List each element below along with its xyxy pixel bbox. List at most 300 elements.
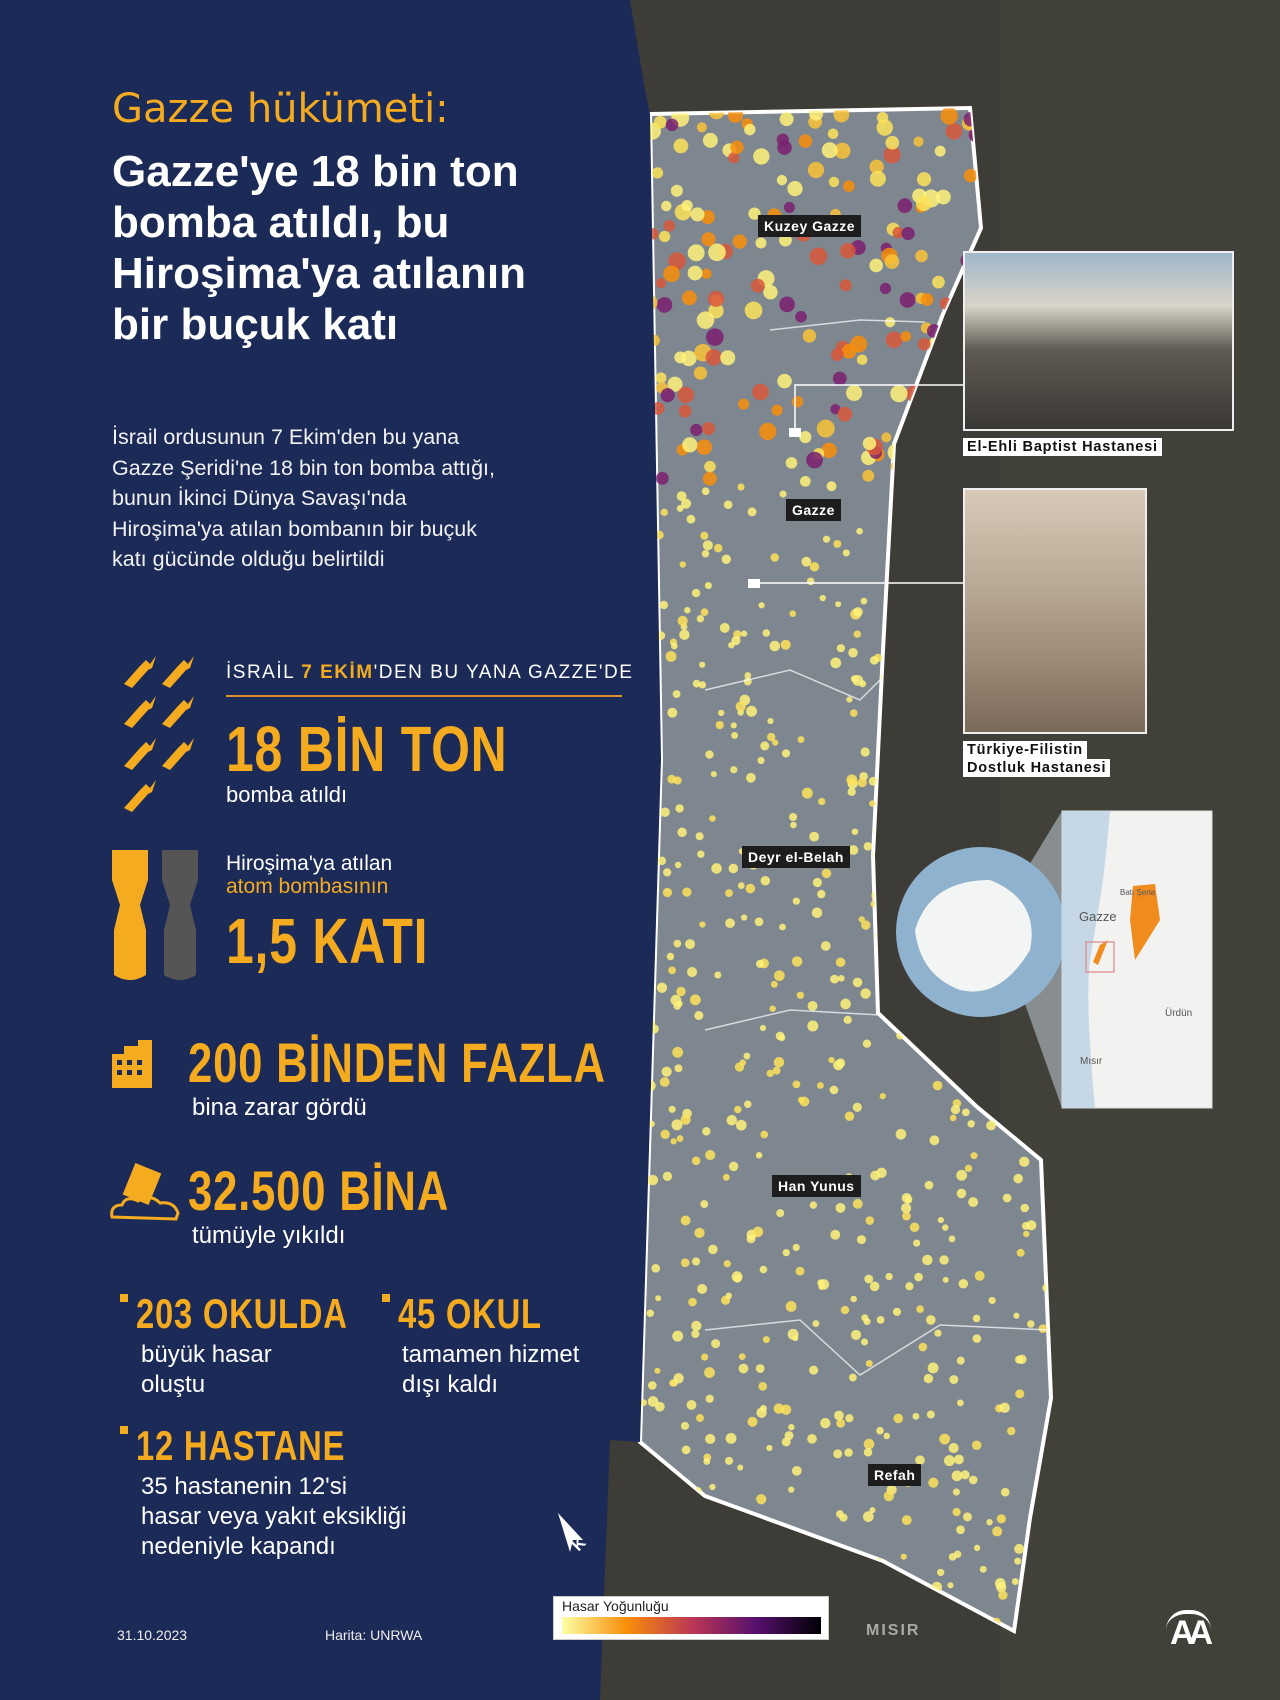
damage-dot [1014, 1558, 1021, 1565]
damage-dot [694, 366, 707, 379]
damage-dot [788, 1424, 794, 1430]
schools-damaged-value: 203 OKULDA [136, 1290, 348, 1337]
buildings-label: bina zarar gördü [192, 1094, 367, 1121]
damage-dot [772, 740, 778, 746]
damage-dot [919, 1343, 928, 1352]
damage-dot [702, 422, 715, 435]
damage-dot [692, 589, 700, 597]
damage-dot [730, 141, 743, 154]
damage-dot [837, 644, 845, 652]
damage-dot [1014, 1544, 1024, 1554]
damage-dot [663, 868, 671, 876]
damage-dot [949, 1375, 958, 1384]
damage-dot [967, 1120, 974, 1127]
damage-dot [795, 311, 807, 323]
damage-dot [743, 1053, 750, 1060]
damage-dot [885, 136, 899, 150]
damage-dot [664, 220, 675, 231]
damage-dot [697, 1284, 707, 1294]
damage-dot [916, 196, 932, 212]
damage-dot [853, 1103, 862, 1112]
destroyed-value: 32.500 BİNA [188, 1159, 450, 1222]
damage-dot [893, 1308, 901, 1316]
damage-dot [792, 1335, 798, 1341]
damage-dot [746, 884, 756, 894]
damage-dot [808, 1001, 818, 1011]
damage-dot [864, 1439, 875, 1450]
damage-dot [660, 1077, 670, 1087]
damage-dot [946, 123, 963, 140]
damage-dot [799, 134, 812, 147]
damage-dot [846, 774, 857, 785]
damage-dot [714, 544, 723, 553]
hiroshima-value: 1,5 KATI [226, 905, 429, 977]
damage-dot [656, 472, 669, 485]
bombs-value: 18 BİN TON [226, 713, 508, 785]
damage-dot [1001, 1488, 1010, 1497]
damage-dot [760, 1131, 768, 1139]
damage-dot [783, 1249, 790, 1256]
damage-dot [935, 146, 946, 157]
damage-dot [663, 266, 680, 283]
damage-dot [705, 1434, 715, 1444]
damage-dot [856, 528, 863, 535]
damage-dot [663, 1172, 672, 1181]
damage-dot [822, 869, 832, 879]
damage-dot [704, 461, 716, 473]
damage-dot [789, 813, 797, 821]
map-label-kuzey-gazze: Kuzey Gazze [758, 215, 861, 237]
damage-dot [801, 557, 811, 567]
damage-dot [693, 680, 701, 688]
damage-dot [841, 1306, 849, 1314]
damage-dot [823, 536, 830, 543]
damage-dot [849, 1374, 857, 1382]
damage-dot [675, 804, 683, 812]
damage-dot [950, 1115, 957, 1122]
damage-dot [934, 1330, 941, 1337]
damage-dot [917, 172, 931, 186]
damage-dot [696, 1414, 704, 1422]
desc-line: tamamen hizmet [402, 1341, 580, 1368]
damage-dot [660, 807, 670, 817]
damage-dot [807, 578, 815, 586]
damage-dot [682, 437, 697, 452]
damage-dot [915, 250, 928, 263]
damage-dot [678, 387, 694, 403]
damage-dot [808, 162, 824, 178]
damage-dot [660, 1130, 669, 1139]
damage-dot [694, 1011, 703, 1020]
damage-dot [817, 890, 825, 898]
damage-dot [648, 1381, 657, 1390]
damage-dot [744, 1101, 751, 1108]
damage-dot [918, 338, 931, 351]
damage-dot [657, 983, 667, 993]
damage-dot [949, 1553, 957, 1561]
damage-dot [771, 981, 778, 988]
damage-dot [723, 1174, 730, 1181]
damage-dot [725, 1457, 733, 1465]
damage-dot [880, 1093, 886, 1099]
bullet-icon [382, 1294, 390, 1302]
damage-dot [858, 778, 867, 787]
damage-dot [661, 388, 675, 402]
damage-dot [861, 747, 870, 756]
damage-dot [956, 1525, 965, 1534]
damage-dot [666, 651, 677, 662]
damage-dot [767, 718, 773, 724]
damage-dot [886, 1273, 893, 1280]
damage-dot [661, 201, 672, 212]
damage-dot [680, 561, 687, 568]
damage-dot [756, 238, 767, 249]
damage-dot [679, 405, 692, 418]
damage-dot [793, 897, 800, 904]
damage-dot [861, 1338, 868, 1345]
damage-dot [902, 1193, 912, 1203]
damage-dot [812, 1320, 819, 1327]
damage-dot [741, 914, 747, 920]
damage-dot [853, 978, 863, 988]
damage-dot [864, 1448, 873, 1457]
damage-dot [688, 266, 703, 281]
damage-dot [739, 1353, 746, 1360]
damage-dot [863, 1040, 871, 1048]
damage-dot [687, 515, 696, 524]
damage-dot [848, 788, 856, 796]
aa-logo: AA [1166, 1610, 1211, 1653]
inset-label-gaza: Gazze [1079, 909, 1117, 924]
damage-dot [733, 1275, 741, 1283]
damage-dot [972, 1440, 982, 1450]
damage-dot [697, 122, 707, 132]
damage-dot [796, 1267, 805, 1276]
damage-dot [998, 1590, 1007, 1599]
damage-dot [738, 882, 745, 889]
damage-dot [951, 1105, 960, 1114]
damage-dot [869, 777, 878, 786]
damage-dot [830, 975, 839, 984]
damage-dot [675, 862, 681, 868]
damage-dot [725, 889, 733, 897]
damage-dot [949, 1443, 959, 1453]
damage-dot [687, 967, 697, 977]
damage-dot [954, 1455, 964, 1465]
damage-dot [694, 1228, 704, 1238]
damage-dot [870, 1282, 880, 1292]
damage-dot [835, 601, 841, 607]
damage-dot [759, 423, 776, 440]
damage-dot [928, 1363, 939, 1374]
damage-dot [760, 741, 769, 750]
damage-dot [886, 332, 902, 348]
damage-dot [725, 918, 735, 928]
damage-dot [1013, 1313, 1019, 1319]
damage-dot [745, 301, 763, 319]
inset-label-egypt: Mısır [1080, 1056, 1103, 1067]
damage-dot [1023, 1231, 1029, 1237]
damage-dot [853, 1199, 863, 1209]
damage-dot [963, 1512, 972, 1521]
damage-dot [728, 642, 734, 648]
damage-dot [853, 607, 863, 617]
damage-dot [666, 119, 679, 132]
damage-dot [711, 771, 717, 777]
damage-dot [746, 773, 756, 783]
damage-dot [656, 372, 667, 383]
damage-dot [812, 908, 822, 918]
damage-dot [845, 1414, 853, 1422]
damage-dot [674, 351, 686, 363]
damage-dot [807, 1021, 818, 1032]
damage-dot [727, 1115, 738, 1126]
kicker: Gazze hükümeti: [112, 86, 449, 132]
damage-dot [786, 457, 798, 469]
damage-dot [893, 1414, 903, 1424]
damage-dot [652, 167, 663, 178]
damage-dot [726, 1293, 732, 1299]
damage-dot [926, 1315, 936, 1325]
damage-dot [697, 311, 714, 328]
damage-dot [802, 788, 813, 799]
photo2-caption-line1: Türkiye-Filistin [963, 741, 1087, 759]
damage-dot [771, 405, 782, 416]
damage-dot [953, 1488, 960, 1495]
damage-dot [648, 1175, 658, 1185]
country-label-egypt: MISIR [866, 1622, 921, 1639]
damage-dot [885, 254, 900, 269]
damage-dot [774, 1057, 785, 1068]
damage-dot [848, 648, 858, 658]
damage-dot [799, 431, 811, 443]
damage-dot [862, 470, 874, 482]
damage-dot [671, 643, 678, 650]
damage-dot [836, 958, 846, 968]
damage-dot [927, 1411, 935, 1419]
damage-dot [863, 437, 876, 450]
hospitals [120, 1422, 404, 1470]
damage-dot [709, 815, 716, 822]
damage-dot [792, 956, 802, 966]
damage-dot [660, 601, 668, 609]
damage-dot [965, 1165, 972, 1172]
damage-dot [1017, 1249, 1025, 1257]
damage-dot [677, 1135, 684, 1142]
atom-bomb-icon [110, 850, 202, 985]
damage-dot [797, 992, 804, 999]
damage-dot [753, 148, 769, 164]
legend-gradient-bar [562, 1617, 821, 1634]
damage-dot [777, 134, 789, 146]
map-label-han-yunus: Han Yunus [772, 1175, 861, 1197]
damage-dot [800, 476, 811, 487]
north-label: K [569, 1534, 590, 1555]
damage-dot [864, 842, 873, 851]
damage-dot [706, 349, 722, 365]
damage-dot [729, 864, 739, 874]
damage-dot [820, 1418, 830, 1428]
damage-dot [705, 1150, 715, 1160]
damage-dot [687, 1400, 697, 1410]
damage-dot [667, 953, 674, 960]
damage-dot [828, 128, 839, 139]
damage-dot [766, 1445, 772, 1451]
damage-dot [843, 549, 850, 556]
damage-dot [870, 656, 879, 665]
damage-dot [684, 607, 691, 614]
damage-dot [813, 878, 822, 887]
photo-el-ehli-hospital [963, 251, 1234, 431]
damage-dot [869, 800, 876, 807]
damage-dot [905, 1282, 913, 1290]
damage-dot [864, 1275, 873, 1284]
damage-dot [681, 1216, 691, 1226]
damage-dot [1015, 1389, 1024, 1398]
damage-dot [830, 658, 841, 669]
damage-dot [846, 385, 862, 401]
damage-dot [674, 1373, 684, 1383]
damage-dot [763, 285, 777, 299]
damage-dot [672, 1047, 683, 1058]
damage-dot [850, 336, 867, 353]
damage-dot [974, 1545, 980, 1551]
damage-dot [656, 278, 666, 288]
damage-dot [830, 1086, 839, 1095]
damage-dot [736, 1120, 747, 1131]
damage-dot [779, 297, 795, 313]
damage-dot [807, 1434, 817, 1444]
damage-dot [861, 1314, 868, 1321]
damage-dot [701, 232, 715, 246]
damage-dot [760, 1266, 768, 1274]
damage-dot [702, 487, 710, 495]
damage-dot [932, 276, 945, 289]
damage-dot [793, 1244, 800, 1251]
damage-dot [943, 1277, 949, 1283]
damage-dot [763, 629, 770, 636]
damage-dot [703, 540, 713, 550]
damage-dot [673, 690, 681, 698]
damage-dot [781, 640, 791, 650]
damage-dot [786, 1301, 797, 1312]
damage-dot [821, 941, 831, 951]
damage-dot [846, 696, 852, 702]
damage-dot [744, 124, 755, 135]
map-label-gazze: Gazze [786, 499, 841, 521]
intro-highlight: 7 EKİM [301, 662, 374, 683]
damage-dot [739, 1364, 749, 1374]
photo1-caption: El-Ehli Baptist Hastanesi [963, 438, 1162, 456]
damage-dot [672, 1331, 683, 1342]
damage-dot [699, 921, 705, 927]
inset-label-jordan: Ürdün [1165, 1008, 1193, 1019]
damage-dot [702, 550, 709, 557]
damage-dot [774, 970, 785, 981]
damage-dot [877, 119, 893, 135]
damage-dot [1019, 1157, 1029, 1167]
schools-closed-desc [402, 1340, 579, 1400]
damage-dot [667, 775, 676, 784]
damage-dot [751, 279, 765, 293]
damage-dot [845, 1112, 854, 1121]
damage-dot [755, 917, 764, 926]
damage-dot [833, 1449, 842, 1458]
damage-dot [697, 615, 704, 622]
damage-dot [647, 1310, 654, 1317]
damage-dot [756, 1494, 766, 1504]
damage-dot [688, 1298, 697, 1307]
damage-dot [830, 1230, 840, 1240]
damage-dot [938, 1217, 944, 1223]
damage-dot [654, 1368, 660, 1374]
damage-dot [818, 798, 825, 805]
damage-dot [968, 1197, 978, 1207]
damage-dot [681, 200, 692, 211]
damage-dot [701, 268, 711, 278]
bullet-icon [120, 1426, 128, 1434]
damage-dot [726, 1433, 737, 1444]
damage-dot [956, 1170, 967, 1181]
schools-closed [382, 1290, 582, 1338]
date: 31.10.2023 [117, 1627, 188, 1643]
damage-dot [961, 1470, 970, 1479]
damage-dot [677, 828, 687, 838]
damage-dot [704, 1367, 715, 1378]
damage-dot [756, 1152, 763, 1159]
damage-dot [690, 994, 701, 1005]
damage-dot [720, 623, 730, 633]
damage-dot [676, 987, 685, 996]
damage-dot [696, 832, 704, 840]
photo-turkiye-filistin-hospital [963, 488, 1147, 734]
damage-dot [708, 244, 726, 262]
damage-dot [688, 244, 705, 261]
damage-dot [896, 1129, 907, 1140]
damage-dot [916, 1305, 924, 1313]
damage-dot [677, 491, 687, 501]
damage-dot [1020, 1204, 1029, 1213]
intro-pre: İSRAİL [226, 662, 302, 683]
damage-dot [673, 1002, 681, 1010]
damage-dot [850, 709, 858, 717]
damage-dot [671, 185, 683, 197]
damage-dot [881, 432, 891, 442]
damage-dot [844, 1016, 852, 1024]
damage-dot [782, 749, 790, 757]
damage-dot [910, 1222, 920, 1232]
damage-dot [901, 1203, 911, 1213]
damage-dot [817, 1082, 824, 1089]
damage-dot [769, 1005, 775, 1011]
damage-dot [798, 1097, 805, 1104]
damage-dot [836, 1419, 845, 1428]
damage-dot [900, 331, 911, 342]
damage-dot [714, 971, 721, 978]
damage-dot [836, 1203, 846, 1213]
damage-dot [857, 1235, 866, 1244]
damage-dot [682, 887, 691, 896]
damage-dot [677, 505, 684, 512]
damage-dot [700, 1200, 708, 1208]
damage-dot [776, 1209, 784, 1217]
damage-dot [674, 940, 682, 948]
damage-dot [969, 1476, 978, 1485]
damage-dot [770, 553, 778, 561]
damage-dot [1007, 1427, 1015, 1435]
building-icon [112, 1040, 154, 1088]
damage-dot [803, 329, 817, 343]
